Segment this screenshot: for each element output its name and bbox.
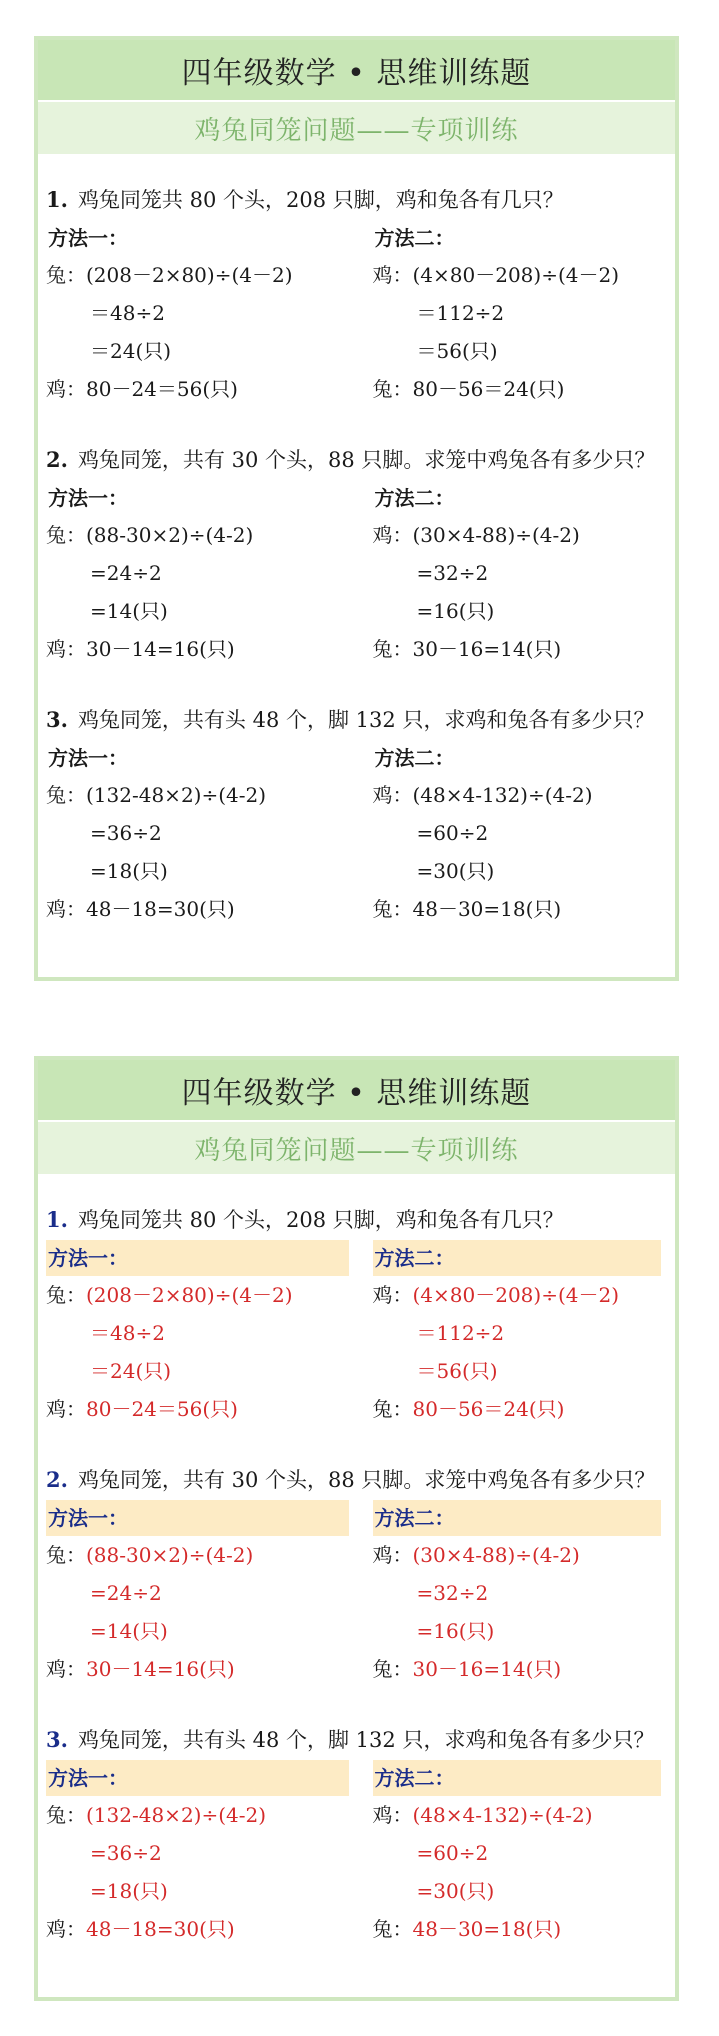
solution-line <box>46 332 359 370</box>
solution-line <box>46 256 359 294</box>
equation: =60÷2 <box>416 1841 489 1865</box>
question-number: 1. <box>46 187 68 212</box>
equation: 80－56＝24(只) <box>412 1397 565 1421</box>
equation: ＝112÷2 <box>416 1321 505 1345</box>
method-label: 方法一： <box>46 1760 349 1796</box>
methods-row <box>46 1240 671 1428</box>
animal-label: 鸡： <box>46 637 86 661</box>
equation: (208－2×80)÷(4－2) <box>86 263 293 287</box>
solution-line <box>373 814 672 852</box>
equation: =30(只) <box>416 859 495 883</box>
solution-line <box>373 370 672 408</box>
solution-line <box>46 1796 359 1834</box>
equation: =32÷2 <box>416 561 489 585</box>
solution-line <box>373 630 672 668</box>
question-text: 鸡兔同笼共 80 个头，208 只脚，鸡和兔各有几只？ <box>77 188 564 212</box>
problem-block <box>46 1722 671 1948</box>
methods-row <box>46 1500 671 1688</box>
animal-label: 鸡： <box>46 1917 86 1941</box>
method-label: 方法二： <box>373 1240 662 1276</box>
question-text: 鸡兔同笼，共有 30 个头，88 只脚。求笼中鸡兔各有多少只？ <box>77 1468 656 1492</box>
equation: 48－18=30(只) <box>86 1917 235 1941</box>
solution-line <box>46 1352 359 1390</box>
solution-line <box>373 1872 672 1910</box>
equation: 30－16=14(只) <box>412 637 562 661</box>
solution-line <box>373 554 672 592</box>
method-one <box>46 740 359 928</box>
question-text: 鸡兔同笼，共有头 48 个，脚 132 只，求鸡和兔各有多少只？ <box>77 708 655 732</box>
method-two <box>359 1240 672 1428</box>
method-one <box>46 480 359 668</box>
equation: ＝48÷2 <box>90 1321 165 1345</box>
method-label: 方法二： <box>373 1500 662 1536</box>
animal-label: 鸡： <box>372 523 413 547</box>
worksheet-card-annotated <box>34 1056 679 2001</box>
animal-label: 兔： <box>46 1283 86 1307</box>
method-label: 方法二： <box>374 746 455 770</box>
methods-row <box>46 1760 671 1948</box>
method-one <box>46 1760 359 1948</box>
equation: =24÷2 <box>90 1581 162 1605</box>
solution-line <box>46 554 359 592</box>
equation: (30×4-88)÷(4-2) <box>412 1543 580 1567</box>
solution-line <box>373 592 672 630</box>
method-label: 方法二： <box>374 486 455 510</box>
solution-line <box>46 370 359 408</box>
solution-line <box>46 1314 359 1352</box>
equation: (48×4-132)÷(4-2) <box>412 783 593 807</box>
method-label: 方法一： <box>48 486 128 510</box>
page-title: 四年级数学 • 思维训练题 <box>38 40 675 100</box>
animal-label: 鸡： <box>372 1283 413 1307</box>
solution-line <box>373 1276 672 1314</box>
animal-label: 兔： <box>46 783 86 807</box>
page-subtitle: 鸡兔同笼问题——专项训练 <box>38 1122 675 1174</box>
method-two <box>359 1500 672 1688</box>
equation: (208－2×80)÷(4－2) <box>86 1283 293 1307</box>
animal-label: 鸡： <box>46 897 86 921</box>
methods-row <box>46 220 671 408</box>
animal-label: 兔： <box>46 523 86 547</box>
solution-line <box>373 776 672 814</box>
solution-line <box>373 1796 672 1834</box>
page-title: 四年级数学 • 思维训练题 <box>38 1060 675 1120</box>
solution-line <box>373 332 672 370</box>
method-one <box>46 220 359 408</box>
question-text: 鸡兔同笼，共有 30 个头，88 只脚。求笼中鸡兔各有多少只？ <box>77 448 656 472</box>
solution-line <box>373 1612 672 1650</box>
animal-label: 鸡： <box>46 1657 86 1681</box>
solution-line <box>46 1574 359 1612</box>
equation: (132-48×2)÷(4-2) <box>86 1803 267 1827</box>
equation: 30－14=16(只) <box>86 637 235 661</box>
question-line <box>46 442 671 478</box>
animal-label: 鸡： <box>372 1803 413 1827</box>
solution-line <box>373 1352 672 1390</box>
solution-line <box>373 1910 672 1948</box>
animal-label: 兔： <box>372 1657 413 1681</box>
equation: =30(只) <box>416 1879 495 1903</box>
question-number: 2. <box>46 1467 68 1492</box>
animal-label: 鸡： <box>46 1397 86 1421</box>
solution-line <box>46 1612 359 1650</box>
solution-line <box>373 1314 672 1352</box>
equation: 48－18=30(只) <box>86 897 235 921</box>
methods-row <box>46 480 671 668</box>
question-number: 3. <box>46 1727 68 1752</box>
animal-label: 兔： <box>372 377 413 401</box>
problems-list <box>38 154 675 928</box>
equation: ＝112÷2 <box>416 301 505 325</box>
solution-line <box>373 1574 672 1612</box>
page-subtitle: 鸡兔同笼问题——专项训练 <box>38 102 675 154</box>
method-label: 方法一： <box>48 226 128 250</box>
problem-block <box>46 1462 671 1688</box>
question-number: 2. <box>46 447 68 472</box>
question-line <box>46 1202 671 1238</box>
animal-label: 兔： <box>372 1917 413 1941</box>
equation: ＝56(只) <box>416 1359 498 1383</box>
solution-line <box>46 776 359 814</box>
equation: =16(只) <box>416 599 495 623</box>
method-label: 方法二： <box>373 1760 662 1796</box>
solution-line <box>373 294 672 332</box>
solution-line <box>373 1536 672 1574</box>
question-line <box>46 1462 671 1498</box>
animal-label: 兔： <box>372 637 413 661</box>
equation: 30－14=16(只) <box>86 1657 235 1681</box>
method-one <box>46 1500 359 1688</box>
equation: ＝48÷2 <box>90 301 165 325</box>
equation: (88-30×2)÷(4-2) <box>86 1543 254 1567</box>
solution-line <box>46 814 359 852</box>
problems-list <box>38 1174 675 1948</box>
equation: 80－24＝56(只) <box>86 1397 238 1421</box>
solution-line <box>373 1650 672 1688</box>
solution-line <box>46 852 359 890</box>
equation: 30－16=14(只) <box>412 1657 562 1681</box>
equation: (4×80－208)÷(4－2) <box>412 263 620 287</box>
worksheet-card-plain <box>34 36 679 981</box>
equation: (132-48×2)÷(4-2) <box>86 783 267 807</box>
equation: ＝56(只) <box>416 339 498 363</box>
solution-line <box>373 852 672 890</box>
animal-label: 兔： <box>46 1543 86 1567</box>
problem-block <box>46 702 671 928</box>
equation: (48×4-132)÷(4-2) <box>412 1803 593 1827</box>
animal-label: 鸡： <box>372 1543 413 1567</box>
solution-line <box>46 1536 359 1574</box>
animal-label: 兔： <box>46 1803 86 1827</box>
solution-line <box>46 1834 359 1872</box>
equation: =18(只) <box>90 859 168 883</box>
question-line <box>46 182 671 218</box>
equation: ＝24(只) <box>90 1359 172 1383</box>
equation: (30×4-88)÷(4-2) <box>412 523 580 547</box>
question-line <box>46 1722 671 1758</box>
problem-block <box>46 1202 671 1428</box>
solution-line <box>46 592 359 630</box>
equation: 80－24＝56(只) <box>86 377 238 401</box>
problem-block <box>46 442 671 668</box>
equation: 48－30=18(只) <box>412 1917 562 1941</box>
equation: =16(只) <box>416 1619 495 1643</box>
solution-line <box>46 630 359 668</box>
animal-label: 兔： <box>46 263 86 287</box>
equation: 80－56＝24(只) <box>412 377 565 401</box>
equation: ＝24(只) <box>90 339 172 363</box>
animal-label: 兔： <box>372 897 413 921</box>
animal-label: 鸡： <box>372 783 413 807</box>
solution-line <box>46 1390 359 1428</box>
equation: =36÷2 <box>90 1841 162 1865</box>
equation: =14(只) <box>90 599 168 623</box>
method-label: 方法二： <box>374 226 455 250</box>
method-label: 方法一： <box>46 1500 349 1536</box>
equation: (88-30×2)÷(4-2) <box>86 523 254 547</box>
solution-line <box>46 890 359 928</box>
method-two <box>359 740 672 928</box>
solution-line <box>373 516 672 554</box>
method-two <box>359 220 672 408</box>
question-text: 鸡兔同笼，共有头 48 个，脚 132 只，求鸡和兔各有多少只？ <box>77 1728 655 1752</box>
equation: =60÷2 <box>416 821 489 845</box>
question-line <box>46 702 671 738</box>
solution-line <box>373 1390 672 1428</box>
solution-line <box>46 1276 359 1314</box>
question-number: 1. <box>46 1207 68 1232</box>
animal-label: 兔： <box>372 1397 413 1421</box>
method-two <box>359 1760 672 1948</box>
problem-block <box>46 182 671 408</box>
equation: =36÷2 <box>90 821 162 845</box>
solution-line <box>46 294 359 332</box>
solution-line <box>46 516 359 554</box>
method-label: 方法一： <box>48 746 128 770</box>
equation: 48－30=18(只) <box>412 897 562 921</box>
animal-label: 鸡： <box>46 377 86 401</box>
solution-line <box>46 1872 359 1910</box>
method-one <box>46 1240 359 1428</box>
equation: =24÷2 <box>90 561 162 585</box>
animal-label: 鸡： <box>372 263 413 287</box>
question-number: 3. <box>46 707 68 732</box>
method-two <box>359 480 672 668</box>
equation: =14(只) <box>90 1619 168 1643</box>
solution-line <box>373 256 672 294</box>
solution-line <box>373 1834 672 1872</box>
equation: =32÷2 <box>416 1581 489 1605</box>
solution-line <box>46 1910 359 1948</box>
solution-line <box>373 890 672 928</box>
methods-row <box>46 740 671 928</box>
method-label: 方法一： <box>46 1240 349 1276</box>
equation: (4×80－208)÷(4－2) <box>412 1283 620 1307</box>
question-text: 鸡兔同笼共 80 个头，208 只脚，鸡和兔各有几只？ <box>77 1208 564 1232</box>
equation: =18(只) <box>90 1879 168 1903</box>
solution-line <box>46 1650 359 1688</box>
